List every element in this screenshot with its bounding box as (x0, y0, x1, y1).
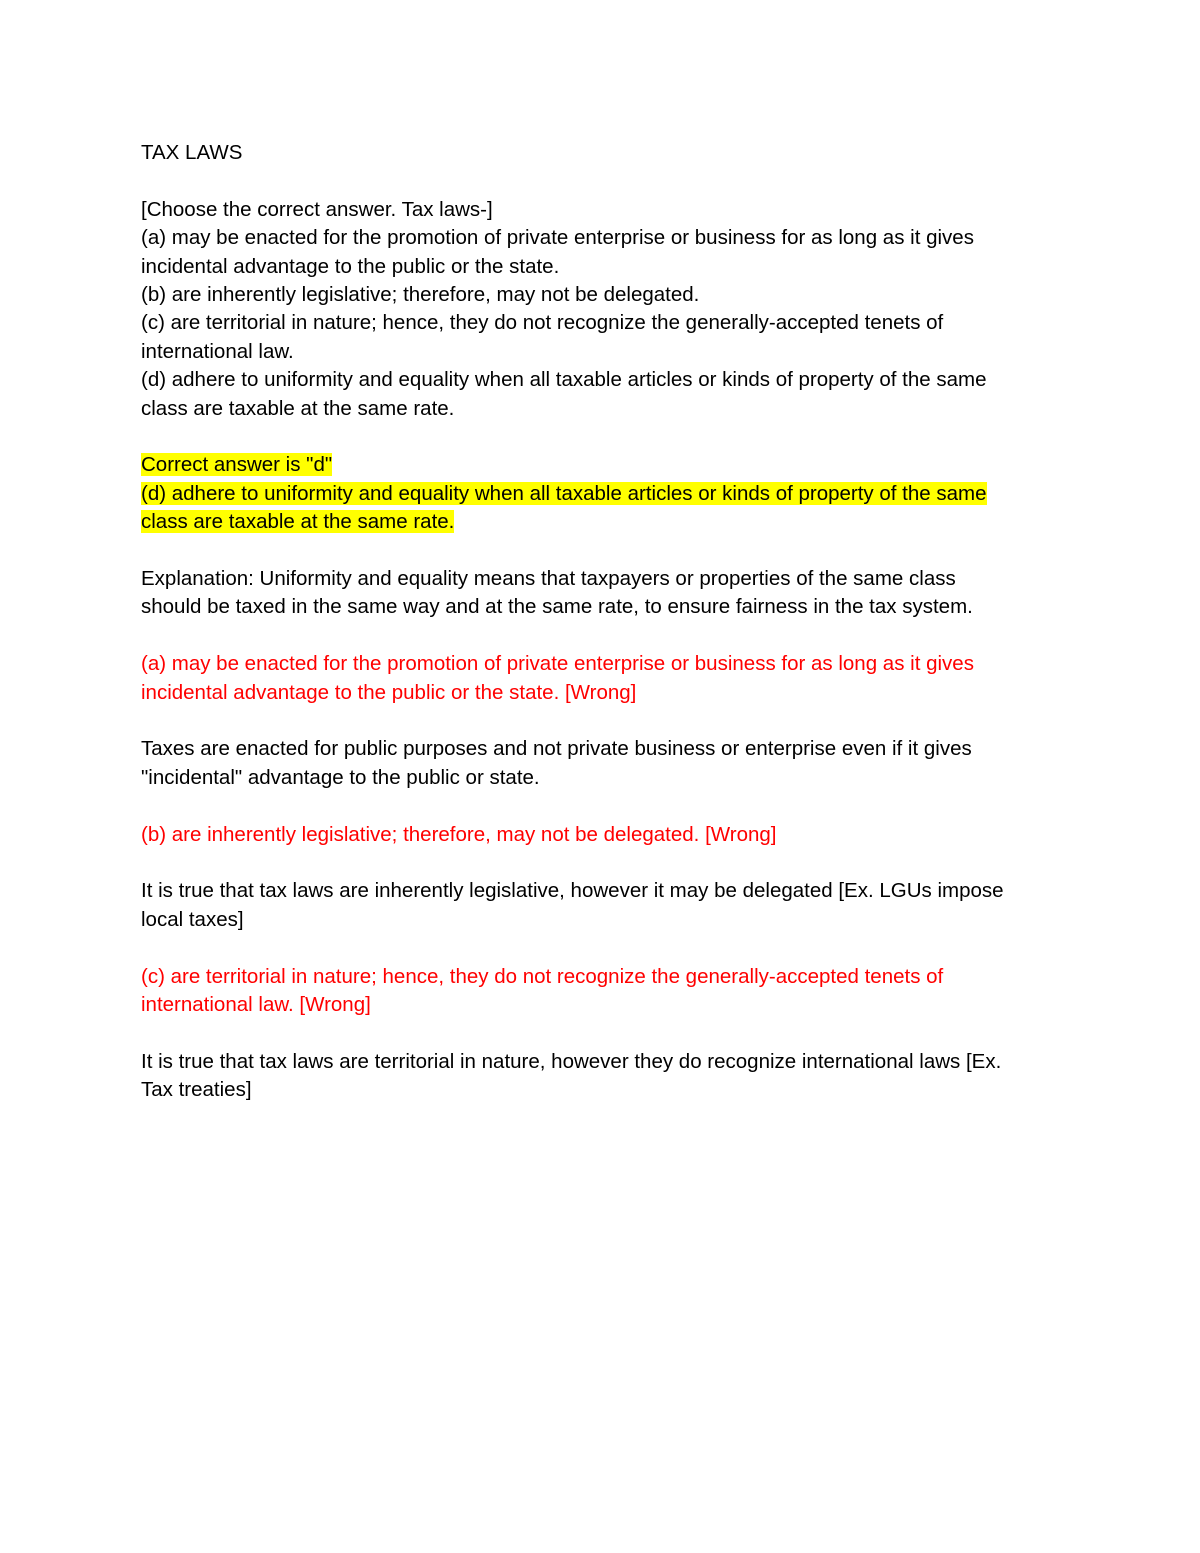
reason-b-line-1: It is true that tax laws are inherently legislative, however it may be delegated [Ex. LGUs impose (141, 879, 1004, 903)
option-d-line-1: (d) adhere to uniformity and equality when all taxable articles or kinds of property of the same (141, 368, 987, 392)
answer-text-line-2: class are taxable at the same rate. (141, 510, 455, 534)
spacer (141, 1019, 1061, 1047)
wrong-option-a-line-2: incidental advantage to the public or the state. [Wrong] (141, 680, 637, 704)
reason-c-line-2: Tax treaties] (141, 1078, 252, 1102)
spacer (141, 423, 1061, 451)
reason-a-line-2: "incidental" advantage to the public or state. (141, 765, 540, 789)
option-c-line-2: international law. (141, 339, 294, 363)
wrong-option-b-line-1: (b) are inherently legislative; therefore, may not be delegated. [Wrong] (141, 822, 777, 846)
option-c-line-1: (c) are territorial in nature; hence, they do not recognize the generally-accepted tenets of (141, 311, 944, 335)
answer-text-line-1-wrap (141, 480, 1061, 508)
option-b: (b) are inherently legislative; therefore, may not be delegated. (141, 283, 700, 307)
option-a-line-1: (a) may be enacted for the promotion of private enterprise or business for as long as it gives (141, 226, 974, 250)
spacer (141, 934, 1061, 962)
spacer (141, 792, 1061, 820)
reason-b-line-2: local taxes] (141, 907, 244, 931)
option-a-line-2: incidental advantage to the public or the state. (141, 254, 560, 278)
reason-c-line-1: It is true that tax laws are territorial in nature, however they do recognize international laws [Ex. (141, 1049, 1002, 1073)
reason-a-line-1: Taxes are enacted for public purposes and not private business or enterprise even if it gives (141, 737, 972, 761)
wrong-option-a-line-1: (a) may be enacted for the promotion of private enterprise or business for as long as it gives (141, 652, 974, 676)
wrong-option-c-line-1: (c) are territorial in nature; hence, they do not recognize the generally-accepted tenets of (141, 964, 944, 988)
explanation-line-1: Explanation: Uniformity and equality means that taxpayers or properties of the same class (141, 567, 956, 591)
answer-text-line-1: (d) adhere to uniformity and equality when all taxable articles or kinds of property of the same (141, 481, 987, 505)
document-title: TAX LAWS (141, 141, 243, 164)
option-d-line-2: class are taxable at the same rate. (141, 396, 455, 420)
spacer (141, 849, 1061, 877)
question-prompt: [Choose the correct answer. Tax laws-] (141, 197, 493, 221)
spacer (141, 537, 1061, 565)
spacer (141, 707, 1061, 735)
document-body (141, 139, 1061, 1105)
spacer (141, 622, 1061, 650)
explanation-line-2: should be taxed in the same way and at the same rate, to ensure fairness in the tax system. (141, 595, 973, 619)
answer-heading: Correct answer is "d" (141, 453, 333, 477)
answer-text-line-2-wrap (141, 508, 1061, 536)
spacer (141, 167, 1061, 195)
wrong-option-c-line-2: international law. [Wrong] (141, 993, 371, 1017)
answer-heading-line (141, 451, 1061, 479)
